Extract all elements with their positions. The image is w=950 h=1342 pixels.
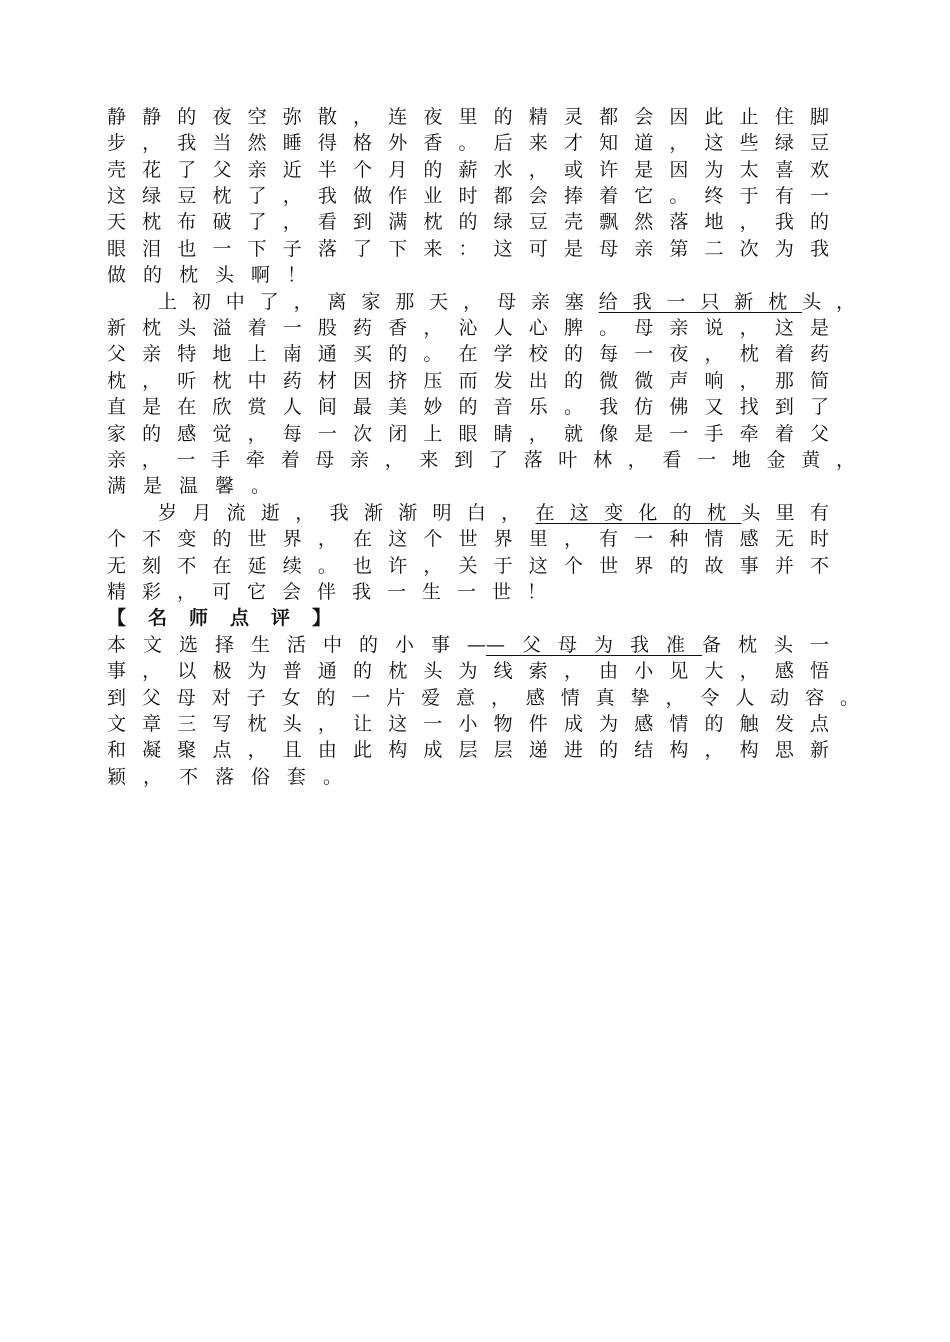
paragraph-1-line: 步，我当然睡得格外香。后来才知道，这些绿豆	[107, 132, 829, 154]
review-line: 文章三写枕头，让这一小物件成为感情的触发点	[107, 713, 829, 735]
paragraph-2-line: 枕，听枕中药材因挤压而发出的微微声响，那简	[107, 370, 829, 392]
paragraph-2-line: 直是在欣赏人间最美妙的音乐。我仿佛又找到了	[107, 396, 829, 418]
paragraph-1-line: 眼泪也一下子落了下来：这可是母亲第二次为我	[107, 238, 829, 260]
paragraph-3-text: 岁月流逝，我渐渐明白，	[158, 502, 536, 524]
paragraph-2-underlined-text: 给我一只新枕	[598, 291, 803, 313]
review-text: 备枕头一	[701, 634, 829, 656]
review-text: 本文选择生活中的小事—	[107, 634, 486, 656]
review-heading: 【名师点评】	[107, 607, 354, 629]
paragraph-3-text: 头里有	[741, 502, 829, 524]
paragraph-2-text: 头，	[802, 291, 855, 313]
review-line: 颖，不落俗套。	[107, 766, 360, 788]
review-line: 事，以极为普通的枕头为线索，由小见大，感悟	[107, 660, 829, 682]
paragraph-3-first-line	[158, 500, 829, 526]
review-underlined-text: —父母为我准	[485, 634, 702, 656]
paragraph-2-text: 上初中了，离家那天，母亲塞	[158, 291, 599, 313]
paragraph-2-line: 家的感觉，每一次闭上眼睛，就像是一手牵着父	[107, 423, 829, 445]
paragraph-2-line: 父亲特地上南通买的。在学校的每一夜，枕着药	[107, 343, 829, 365]
paragraph-1-line: 天枕布破了，看到满枕的绿豆壳飘然落地，我的	[107, 211, 829, 233]
paragraph-2-line: 满是温馨。	[107, 475, 288, 497]
review-first-line	[107, 632, 829, 658]
review-line: 和凝聚点，且由此构成层层递进的结构，构思新	[107, 739, 829, 761]
review-line: 到父母对子女的一片爱意，感情真挚，令人动容。	[107, 687, 859, 709]
paragraph-3-underlined-text: 在这变化的枕	[535, 502, 742, 524]
paragraph-3-line: 无刻不在延续。也许，关于这个世界的故事并不	[107, 555, 829, 577]
paragraph-1-line: 这绿豆枕了，我做作业时都会捧着它。终于有一	[107, 185, 829, 207]
paragraph-2-line: 亲，一手牵着母亲，来到了落叶林，看一地金黄，	[107, 449, 855, 471]
paragraph-2-line: 新枕头溢着一股药香，沁人心脾。母亲说，这是	[107, 317, 829, 339]
paragraph-1-line: 静静的夜空弥散，连夜里的精灵都会因此止住脚	[107, 106, 829, 128]
paragraph-1-line: 做的枕头啊！	[107, 264, 324, 286]
paragraph-3-line: 精彩，可它会伴我一生一世！	[107, 581, 563, 603]
paragraph-3-line: 个不变的世界，在这个世界里，有一种情感无时	[107, 528, 829, 550]
paragraph-1-line: 壳花了父亲近半个月的薪水，或许是因为太喜欢	[107, 159, 829, 181]
paragraph-2-first-line	[158, 289, 855, 315]
